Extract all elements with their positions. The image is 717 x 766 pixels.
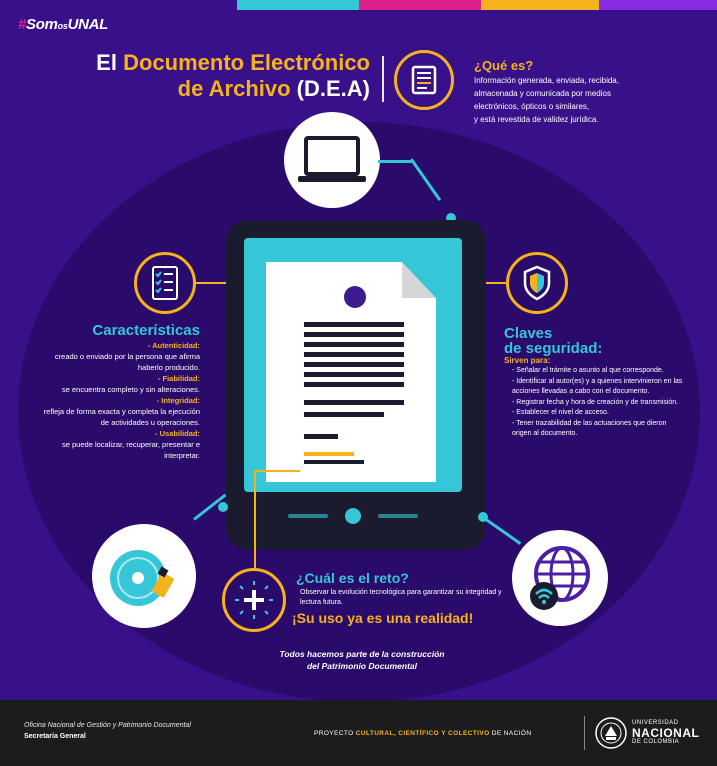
tablet-home-button bbox=[345, 508, 361, 524]
que-es-heading: ¿Qué es? bbox=[474, 58, 534, 73]
document-line bbox=[304, 322, 404, 327]
globe-wifi-circle bbox=[512, 530, 608, 626]
document-line bbox=[304, 400, 404, 405]
document-line bbox=[304, 362, 404, 367]
tablet-nav-pill bbox=[378, 514, 418, 518]
globe-wifi-icon bbox=[512, 530, 608, 626]
claves-subheading: Sirven para: bbox=[504, 356, 551, 365]
cd-usb-circle bbox=[92, 524, 196, 628]
document-line bbox=[304, 434, 338, 439]
claves-heading: Claves de seguridad: bbox=[504, 325, 603, 357]
footer-universidad: UNIVERSIDAD bbox=[632, 720, 679, 726]
top-color-bar bbox=[0, 0, 717, 10]
document-line bbox=[304, 460, 364, 464]
document-line bbox=[304, 352, 404, 357]
laptop-connector bbox=[378, 160, 412, 163]
reto-heading: ¿Cuál es el reto? bbox=[296, 570, 409, 586]
todos-statement: Todos hacemos parte de la construcción del Patrimonio Documental bbox=[279, 649, 445, 671]
document-line bbox=[304, 332, 404, 337]
laptop-circle bbox=[284, 112, 380, 208]
document-lines-icon bbox=[394, 50, 454, 110]
reto-connector-top bbox=[254, 470, 300, 472]
footer-de-colombia: DE COLOMBIA bbox=[632, 739, 680, 745]
uso-highlight: ¡Su uso ya es una realidad! bbox=[292, 610, 474, 626]
connector-dot bbox=[478, 512, 488, 522]
document-line bbox=[304, 372, 404, 377]
document-line bbox=[304, 412, 384, 417]
footer-secretaria: Secretaría General bbox=[24, 733, 86, 740]
document-fold-corner bbox=[402, 262, 436, 298]
title-divider bbox=[382, 56, 384, 102]
document-line bbox=[304, 452, 354, 456]
footer-proyecto: PROYECTO CULTURAL, CIENTÍFICO Y COLECTIVO DE NACIÓN bbox=[314, 730, 532, 737]
checklist-icon bbox=[137, 255, 193, 311]
plus-circle bbox=[222, 568, 286, 632]
document-stamp bbox=[344, 286, 366, 308]
footer-office: Oficina Nacional de Gestión y Patrimonio Documental bbox=[24, 722, 191, 729]
que-es-text: Información generada, enviada, recibida, almacenada y comunicada por medios electrónicos, ópticos o similares, y está revestida de validez jurídica. bbox=[474, 76, 619, 124]
footer-divider bbox=[584, 716, 585, 750]
document-line bbox=[304, 382, 404, 387]
document-line bbox=[304, 342, 404, 347]
reto-text: Observar la evolución tecnológica para garantizar su integridad y lectura futura. bbox=[300, 589, 502, 606]
brand-logo: #SomosUNAL bbox=[18, 16, 109, 33]
shield-circle bbox=[506, 252, 568, 314]
caracteristicas-list: - Autenticidad: creado o enviado por la persona que afirma haberlo producido. - Fiabilidad: se encuentra completo y sin alteraciones. - Integridad: refleja de forma exacta y completa la ejecución de actividades u operaciones. - Usabilidad: se puede localizar, recuperar, presentar e interpretar. bbox=[43, 341, 200, 460]
page-title: El Documento Electrónico de Archivo (D.E.A) bbox=[96, 50, 370, 101]
laptop-icon bbox=[284, 112, 380, 208]
connector-dot bbox=[218, 502, 228, 512]
tablet-nav-pill bbox=[288, 514, 328, 518]
claves-list: - Señalar el trámite o asunto al que corresponde. - Identificar al autor(es) y a quienes intervinieron en las acciones llevadas a cabo con el documento. - Registrar fecha y hora de creación y de transmisión. - Establecer el nivel de acceso. - Tener trazabilidad de las actuaciones que dieron origen al documento. bbox=[512, 367, 683, 437]
reto-connector bbox=[254, 470, 256, 570]
plus-spark-icon bbox=[225, 571, 283, 629]
cd-usb-icon bbox=[92, 524, 196, 628]
checklist-circle bbox=[134, 252, 196, 314]
footer-nacional: NACIONAL bbox=[632, 726, 700, 740]
caracteristicas-heading: Características bbox=[92, 322, 200, 339]
university-seal-icon bbox=[594, 714, 628, 752]
shield-icon bbox=[509, 255, 565, 311]
